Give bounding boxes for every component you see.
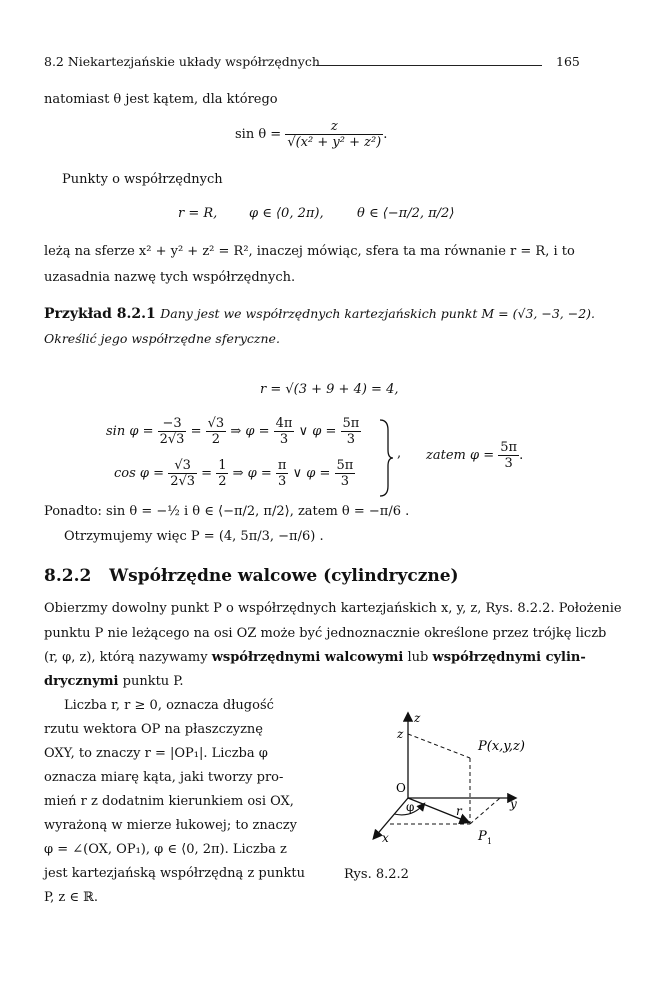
sin-frac-3 <box>274 416 295 447</box>
paragraph-6-line-2: punktu P nie leżącego na osi OZ może być jednoznacznie określone przez trójkę liczb <box>44 626 607 641</box>
p6-l3b: współrzędnymi walcowymi <box>211 650 404 665</box>
sin-eq: = <box>190 424 202 439</box>
paragraph-2: Punkty o współrzędnych <box>62 172 223 187</box>
equation-conclusion <box>426 440 523 471</box>
equation-coordinates-b: φ ∈ ⟨0, 2π), <box>249 206 324 221</box>
page-number: 165 <box>556 54 580 69</box>
label-r: r <box>456 804 462 818</box>
cos-frac-4 <box>335 458 356 489</box>
sin-d4: 3 <box>341 431 362 447</box>
paragraph-7-line-8: jest kartezjańską współrzędną z punktu <box>44 866 305 881</box>
cos-lhs: cos φ = <box>114 466 165 481</box>
p6-l3d: współrzędnymi cylin- <box>432 650 586 665</box>
cos-frac-2 <box>216 458 228 489</box>
cos-frac-1 <box>168 458 197 489</box>
cos-n1: √3 <box>174 458 191 473</box>
label-O: O <box>396 781 406 795</box>
label-P: P(x,y,z) <box>478 739 525 754</box>
label-x: x <box>382 831 389 845</box>
paragraph-3-line-1: leżą na sferze x² + y² + z² = R², inaczej mówiąc, sfera ta ma równanie r = R, i to <box>44 244 575 259</box>
equation-sin-phi <box>106 416 361 447</box>
system-comma: , <box>397 446 402 461</box>
sin-n4: 5π <box>342 416 360 431</box>
label-z-mark: z <box>397 727 404 741</box>
cos-n3: π <box>277 458 287 473</box>
sin-frac-1 <box>158 416 187 447</box>
example-heading <box>44 306 595 322</box>
cos-or: ∨ φ = <box>292 466 331 481</box>
p6-l3a: (r, φ, z), którą nazywamy <box>44 650 212 665</box>
cos-d4: 3 <box>335 473 356 489</box>
figure-caption: Rys. 8.2.2 <box>344 867 409 882</box>
label-phi: φ <box>406 800 415 814</box>
p6-l4a: drycznymi <box>44 674 119 689</box>
sin-or: ∨ φ = <box>298 424 337 439</box>
eq1-denominator: √(x² + y² + z²) <box>287 135 382 150</box>
example-label: Przykład 8.2.1 <box>44 306 156 322</box>
paragraph-6-line-4 <box>44 673 184 690</box>
paragraph-3-line-2: uzasadnia nazwę tych współrzędnych. <box>44 270 296 285</box>
equation-sin-theta <box>235 119 387 150</box>
coordinate-figure <box>360 700 560 860</box>
cos-d1: 2√3 <box>170 474 196 489</box>
paragraph-6-line-1: Obierzmy dowolny punkt P o współrzędnych kartezjańskich x, y, z, Rys. 8.2.2. Położenie <box>44 601 622 616</box>
sin-d2: 2 <box>206 431 227 447</box>
paragraph-7-line-3: OXY, to znaczy r = |OP₁|. Liczba φ <box>44 746 268 761</box>
paragraph-7-line-5: mień r z dodatnim kierunkiem osi OX, <box>44 794 294 809</box>
paragraph-7-line-2: rzutu wektora OP na płaszczyznę <box>44 722 264 737</box>
eq1-numerator: z <box>330 119 338 134</box>
cos-d3: 3 <box>276 473 289 489</box>
eq1-tail: . <box>383 127 388 142</box>
paragraph-7-line-7: φ = ∠(OX, OP₁), φ ∈ ⟨0, 2π). Liczba z <box>44 842 287 857</box>
sin-d1: 2√3 <box>159 432 185 447</box>
x-axis <box>374 798 408 838</box>
equation-cos-phi <box>114 458 355 489</box>
paragraph-7-line-9: P, z ∈ ℝ. <box>44 890 99 905</box>
running-header: 8.2 Niekartezjańskie układy współrzędnych <box>44 54 320 69</box>
cos-eq: = <box>201 466 213 481</box>
result-frac <box>498 440 519 471</box>
section-title: Współrzędne walcowe (cylindryczne) <box>109 566 459 586</box>
paragraph-6-line-3 <box>44 649 586 666</box>
cos-d2: 2 <box>218 474 227 489</box>
sin-impl: ⇒ φ = <box>230 424 270 439</box>
res-tail: . <box>519 448 524 463</box>
sin-frac-2 <box>206 416 227 447</box>
p6-l4b: punktu P. <box>118 674 184 689</box>
example-line-1: Dany jest we współrzędnych kartezjańskich punkt M = (√3, −3, −2). <box>160 306 596 321</box>
label-P1-subscript: 1 <box>487 837 493 846</box>
cos-frac-3 <box>276 458 289 489</box>
right-brace <box>378 418 394 498</box>
sin-n1: −3 <box>162 416 182 431</box>
section-number: 8.2.2 <box>44 566 92 586</box>
p6-l3c: lub <box>403 650 433 665</box>
section-heading <box>44 566 459 586</box>
paragraph-7-line-4: oznacza miarę kąta, jaki tworzy pro- <box>44 770 284 785</box>
eq1-lhs: sin θ = <box>235 127 282 142</box>
paragraph-5: Otrzymujemy więc P = (4, 5π/3, −π/6) . <box>64 529 324 544</box>
sin-frac-4 <box>341 416 362 447</box>
sin-d3: 3 <box>274 431 295 447</box>
equation-coordinates-a: r = R, <box>178 206 218 221</box>
eq1-fraction <box>285 119 383 150</box>
label-y: y <box>510 797 517 811</box>
cos-n4: 5π <box>336 458 354 473</box>
paragraph-1: natomiast θ jest kątem, dla którego <box>44 92 278 107</box>
sin-n2: √3 <box>207 416 225 431</box>
sin-lhs: sin φ = <box>106 424 154 439</box>
label-P1: P <box>478 829 487 844</box>
equation-r: r = √(3 + 9 + 4) = 4, <box>260 382 399 397</box>
paragraph-7-line-1: Liczba r, r ≥ 0, oznacza długość <box>64 698 274 713</box>
p1-to-y-dashed <box>470 798 500 824</box>
cos-n2: 1 <box>218 458 227 473</box>
res-n: 5π <box>500 440 518 455</box>
cos-impl: ⇒ φ = <box>232 466 272 481</box>
paragraph-4: Ponadto: sin θ = −½ i θ ∈ ⟨−π/2, π/2⟩, zatem θ = −π/6 . <box>44 504 410 519</box>
sin-n3: 4π <box>275 416 293 431</box>
equation-coordinates-c: θ ∈ ⟨−π/2, π/2⟩ <box>357 206 455 221</box>
zatem-label: zatem φ = <box>426 448 495 463</box>
header-rule <box>316 65 542 66</box>
example-line-2: Określić jego współrzędne sferyczne. <box>44 331 280 346</box>
z-to-p-dashed <box>408 734 470 758</box>
res-d: 3 <box>498 455 519 471</box>
paragraph-7-line-6: wyrażoną w mierze łukowej; to znaczy <box>44 818 297 833</box>
label-z-axis: z <box>414 711 421 725</box>
